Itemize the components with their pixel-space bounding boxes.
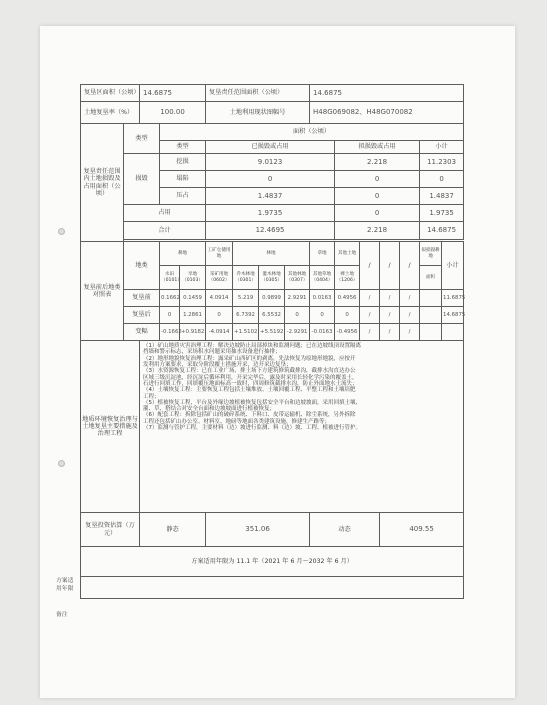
measure-line: （5）植被恢复工程，平台及外缘边坡植被恢复包括安全平台和边坡坡面，采用回填土壤、 [143, 399, 362, 406]
reclaim-area-value: 14.6875 [140, 85, 206, 102]
validity-text: 方案适用年限为 11.1 年（2021 年 6 月～2032 年 6 月） [81, 547, 464, 577]
total-planned: 2.218 [335, 222, 420, 240]
after-cell: / [400, 307, 420, 324]
measure-line: （1）矿山地质灾害治理工程：解决边坡防止局部掉块和监测问题；已在边坡线顶设置隔离 [143, 343, 362, 349]
item-subtotal: 0 [420, 171, 464, 188]
col-subtotal: 小计 [420, 141, 464, 154]
after-cell: 0 [206, 307, 233, 324]
measures-content [140, 341, 464, 513]
after-cell: 0 [335, 307, 360, 324]
before-cell: 0.0163 [310, 290, 335, 307]
sub-paddy: 水田（0101） [160, 266, 180, 290]
after-cell: 6.5532 [259, 307, 285, 324]
before-cell: 2.9291 [285, 290, 310, 307]
sub-dryland: 旱地（0103） [180, 266, 206, 290]
subtotal-header: 小计 [442, 242, 464, 290]
item-name: 挖损 [160, 154, 206, 171]
measure-line: （4）土壤恢复工程：主要恢复工程包括土壤堆放、土壤回覆工程、平整工程和土壤培肥 [143, 387, 356, 394]
occupy-planned: 0 [335, 205, 420, 222]
before-cell: 5.219 [233, 290, 259, 307]
slash-cell: / [360, 242, 380, 290]
item-planned: 2.218 [335, 154, 420, 171]
section2-title: 复垦前后地类对照表 [81, 242, 124, 341]
occupy-subtotal: 1.9735 [420, 205, 464, 222]
group-planned-cultivated: 拟损毁耕地 [420, 242, 442, 266]
item-subtotal: 11.2303 [420, 154, 464, 171]
group-other: 其他土地 [335, 242, 360, 266]
measure-line: （2）地形地貌恢复治理工程：露采矿山西矿区的剥离，先法恢复为原地形地貌，应按开 [143, 355, 356, 362]
resp-area-value: 14.6875 [310, 85, 464, 102]
margin-label-line: 用年限 [56, 585, 74, 592]
after-cell: 0 [310, 307, 335, 324]
before-cell: / [360, 290, 380, 307]
binding-hole [58, 228, 65, 235]
after-cell: / [380, 307, 400, 324]
item-subtotal: 1.4837 [420, 188, 464, 205]
sub-mining: 采矿用地（0602） [206, 266, 233, 290]
item-damaged: 0 [206, 171, 335, 188]
group-grass: 草地 [310, 242, 335, 266]
change-cell: -4.0914 [206, 324, 233, 341]
budget-label: 复垦投资估算（万元） [81, 513, 140, 547]
section1-area-header: 面积（公顷） [160, 124, 464, 141]
before-cell [420, 290, 442, 307]
measure-line: 区域三级沉淀池，经沉淀后循环利用，开采完毕后，露及时采用长轻化学污染的覆盖土， [143, 374, 358, 381]
sub-shrub: 灌木林地（0305） [259, 266, 285, 290]
section1-title: 复垦责任范围内土地损毁及占用面积（公顷） [81, 124, 124, 242]
before-cell: 4.0914 [206, 290, 233, 307]
dynamic-value: 409.55 [380, 513, 464, 547]
change-cell [442, 324, 464, 341]
occupy-damaged: 1.9735 [206, 205, 335, 222]
measure-line: （6）配套工程：拆除包括矿山的破碎系统、下料口、皮带运输机、除尘系统，另外拆除 [143, 412, 356, 419]
measure-line: 灌、草、搭结合对安全台面和边坡坡面进行植被恢复； [143, 406, 276, 413]
change-cell: -2.9291 [285, 324, 310, 341]
group-forest: 林地 [233, 242, 310, 266]
col-damaged: 已损毁或占用 [206, 141, 335, 154]
change-cell: -0.4956 [335, 324, 360, 341]
change-cell: -0.1662 [160, 324, 180, 341]
group-cultivated: 耕地 [160, 242, 206, 266]
slash-cell: / [380, 242, 400, 290]
total-subtotal: 14.6875 [420, 222, 464, 240]
sub-other-grass: 其他草地（0404） [310, 266, 335, 290]
map-sheet-label: 土地利用现状图幅号 [206, 102, 310, 124]
measure-line: 工程； [143, 393, 160, 400]
after-label: 复垦后 [124, 307, 160, 324]
before-label: 复垦前 [124, 290, 160, 307]
plan-summary-table [80, 84, 464, 599]
group-industrial: 工矿仓储用地 [206, 242, 233, 266]
before-cell: 0.1662 [160, 290, 180, 307]
change-cell: / [380, 324, 400, 341]
sub-area: 面积 [420, 266, 442, 290]
before-cell: 0.4956 [335, 290, 360, 307]
item-planned: 0 [335, 171, 420, 188]
col-type: 类型 [160, 141, 206, 154]
measures-label: 地质环境恢复治理与土地复垦主要措施及治理工程 [81, 341, 140, 513]
measure-line: 挡墙和警示标志，采场积水问题采用抽水设备进行抽排； [143, 349, 281, 356]
after-cell: 1.2861 [180, 307, 206, 324]
binding-hole [58, 460, 65, 467]
measure-line: 工程还包括矿山办公室、材料室、地磅等地面各类建筑设施，修建生产路等； [143, 418, 331, 425]
change-cell: / [400, 324, 420, 341]
reclaim-area-label: 复垦区面积（公顷） [81, 85, 140, 102]
margin-label-remarks: 备注 [56, 612, 68, 618]
sub-bare-land: 裸土地（1206） [335, 266, 360, 290]
reclaim-rate-label: 土地复垦率（%） [81, 102, 140, 124]
after-cell [420, 307, 442, 324]
change-label: 变幅 [124, 324, 160, 341]
total-damaged: 12.4695 [206, 222, 335, 240]
item-damaged: 1.4837 [206, 188, 335, 205]
slash-cell: / [400, 242, 420, 290]
change-cell: / [360, 324, 380, 341]
after-cell: 0 [160, 307, 180, 324]
sub-other-forest: 其他林地（0307） [285, 266, 310, 290]
sub-arbor: 乔木林地（0301） [233, 266, 259, 290]
resp-area-label: 复垦责任范围面积（公顷） [206, 85, 310, 102]
col-planned: 拟损毁或占用 [335, 141, 420, 154]
before-cell: / [400, 290, 420, 307]
measure-line: （3）水资源恢复工程：已在工业广场、排土场下方建筑修筑截排沟，截排水沟直达办公 [143, 368, 356, 375]
change-cell: -0.0163 [310, 324, 335, 341]
item-planned: 0 [335, 188, 420, 205]
change-cell [420, 324, 442, 341]
static-value: 351.06 [206, 513, 310, 547]
before-cell: 0.9899 [259, 290, 285, 307]
after-cell: / [360, 307, 380, 324]
before-cell: 0.1459 [180, 290, 206, 307]
measure-line: 石进行回填工作，回填覆压地面标高一致时，四周修筑截排水沟，防止外面地水土流失； [143, 380, 358, 387]
before-cell: / [380, 290, 400, 307]
map-sheet-value: H48G069082、H48G070082 [310, 102, 464, 124]
after-cell: 14.6875 [442, 307, 464, 324]
measure-line: （7）监测与管护工程，主要材料（边）坡进行监测、料（边）坡、工程、植被进行管护。 [143, 425, 362, 432]
after-cell: 0 [285, 307, 310, 324]
occupy-label: 占用 [124, 205, 206, 222]
margin-label-validity [56, 578, 84, 593]
total-label: 合计 [124, 222, 206, 240]
change-cell: +5.5192 [259, 324, 285, 341]
static-label: 静态 [140, 513, 206, 547]
before-cell: 11.6875 [442, 290, 464, 307]
change-cell: +1.5102 [233, 324, 259, 341]
dynamic-label: 动态 [310, 513, 380, 547]
reclaim-rate-value: 100.00 [140, 102, 206, 124]
remarks-cell [81, 577, 464, 599]
item-name: 塌陷 [160, 171, 206, 188]
damage-label: 损毁 [124, 154, 160, 205]
item-damaged: 9.0123 [206, 154, 335, 171]
section1-type-label: 类型 [124, 124, 160, 154]
item-name: 压占 [160, 188, 206, 205]
measure-line: 发利用方案要求，采取分阶段覆土措施开采，边开采边复垦； [143, 361, 292, 368]
margin-label-line: 方案适 [56, 578, 74, 584]
land-label: 地类 [124, 242, 160, 290]
change-cell: +0.9182 [180, 324, 206, 341]
after-cell: 6.7392 [233, 307, 259, 324]
